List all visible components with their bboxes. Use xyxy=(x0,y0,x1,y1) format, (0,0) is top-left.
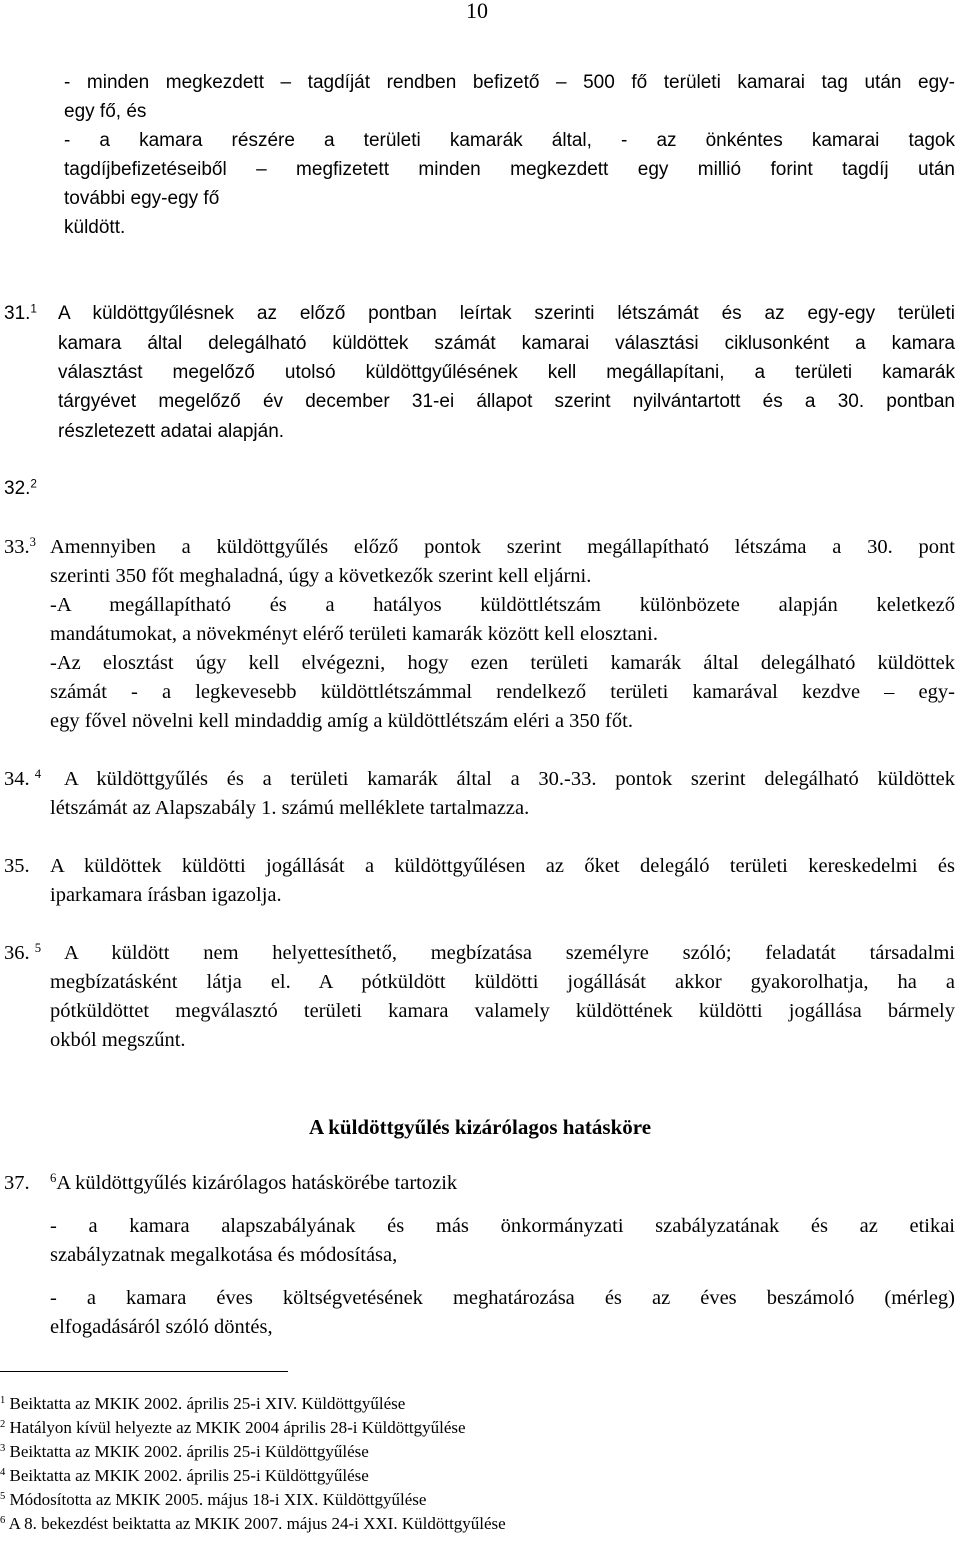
point-33-line-6: számát - a legkevesebb küldöttlétszámmal rendelkező területi kamarával kezdve – egy- xyxy=(50,681,955,703)
point-37-intro: $^6$A küldöttgyűlés kizárólagos hatáskörébe tartozik xyxy=(50,1171,458,1194)
point-34-line-1: A küldöttgyűlés és a területi kamarák által a 30.-33. pontok szerint delegálható küldöttek xyxy=(64,768,955,790)
intro-line-4: tagdíjbefizetéseiből – megfizetett minden megkezdett egy millió forint tagdíj után xyxy=(64,159,955,180)
point-36-line-1: A küldött nem helyettesíthető, megbízatása személyre szóló; feladatát társadalmi xyxy=(64,942,955,964)
footnote-ref-3: 3 xyxy=(29,535,36,550)
point-31-line-4: tárgyévet megelőző év december 31-ei állapot szerint nyilvántartott és a 30. pontban xyxy=(58,391,955,412)
point-34-line-2: létszámát az Alapszabály 1. számú melléklete tartalmazza. xyxy=(50,797,530,819)
point-36-number: 36. $^5$ xyxy=(4,941,42,964)
point-37-bullet-2-line-1: - a kamara éves költségvetésének meghatározása és az éves beszámoló (mérleg) xyxy=(50,1287,955,1309)
point-33-line-4: mandátumokat, a növekményt elérő területi kamarák között kell elosztani. xyxy=(50,623,658,645)
footnote-separator xyxy=(0,1371,288,1372)
point-33-line-1: Amennyiben a küldöttgyűlés előző pontok szerint megállapítható létszáma a 30. pont xyxy=(50,536,955,558)
point-32-number: 32.$^2$ xyxy=(4,477,37,499)
point-35-number: 35. xyxy=(4,855,30,877)
point-34-number: 34. $^4$ xyxy=(4,767,42,790)
footnote-3: $^3$ Beiktatta az MKIK 2002. április 25-i Küldöttgyűlése xyxy=(0,1442,369,1461)
intro-line-3: - a kamara részére a területi kamarák által, - az önkéntes kamarai tagok xyxy=(64,130,955,151)
point-36-line-2: megbízatásként látja el. A pótküldött küldötti jogállását akkor gyakorolhatja, ha a xyxy=(50,971,955,993)
section-heading: A küldöttgyűlés kizárólagos hatásköre xyxy=(308,1115,652,1139)
intro-line-6: küldött. xyxy=(64,217,126,238)
point-37-bullet-1-line-1: - a kamara alapszabályának és más önkormányzati szabályzatának és az etikai xyxy=(50,1215,955,1237)
point-31-line-2: kamara által delegálható küldöttek számát kamarai választási ciklusonként a kamara xyxy=(58,333,955,354)
intro-line-2: egy fő, és xyxy=(64,101,147,122)
footnote-ref-6: 6 xyxy=(50,1171,57,1186)
point-36-line-4: okból megszűnt. xyxy=(50,1029,186,1051)
point-33-line-2: szerinti 350 főt meghaladná, úgy a következők szerint kell eljárni. xyxy=(50,565,592,587)
footnote-1: $^1$ Beiktatta az MKIK 2002. április 25-i XIV. Küldöttgyűlése xyxy=(0,1394,406,1413)
point-36-line-3: pótküldöttet megválasztó területi kamara valamely küldöttének küldötti jogállása bármely xyxy=(50,1000,955,1022)
footnote-ref-1: 1 xyxy=(30,302,37,316)
footnote-6: $^6$ A 8. bekezdést beiktatta az MKIK 2007. május 24-i XXI. Küldöttgyűlése xyxy=(0,1514,506,1533)
point-37-bullet-1-line-2: szabályzatnak megalkotása és módosítása, xyxy=(50,1244,398,1266)
point-33-line-3: -A megállapítható és a hatályos küldöttlétszám különbözete alapján keletkező xyxy=(50,594,955,616)
point-37-bullet-2-line-2: elfogadásáról szóló döntés, xyxy=(50,1316,273,1338)
point-31-line-1: A küldöttgyűlésnek az előző pontban leírtak szerinti létszámát és az egy-egy területi xyxy=(58,303,955,324)
footnote-ref-2: 2 xyxy=(30,477,37,491)
point-31-line-3: választást megelőző utolsó küldöttgyűlésének kell megállapítani, a területi kamarák xyxy=(58,362,955,383)
footnote-2: $^2$ Hatályon kívül helyezte az MKIK 2004 április 28-i Küldöttgyűlése xyxy=(0,1418,466,1437)
intro-line-1: - minden megkezdett – tagdíját rendben befizető – 500 fő területi kamarai tag után egy- xyxy=(64,72,955,93)
footnote-ref-4: 4 xyxy=(34,767,42,782)
footnote-4: $^4$ Beiktatta az MKIK 2002. április 25-i Küldöttgyűlése xyxy=(0,1466,369,1485)
page-number: 10 xyxy=(466,0,488,23)
point-37-number: 37. xyxy=(4,1172,30,1194)
intro-line-5: további egy-egy fő xyxy=(64,188,220,209)
point-33-number: 33.$^3$ xyxy=(4,535,36,558)
point-33-line-7: egy fővel növelni kell mindaddig amíg a küldöttlétszám eléri a 350 főt. xyxy=(50,710,633,732)
point-35-line-1: A küldöttek küldötti jogállását a küldöttgyűlésen az őket delegáló területi kereskedelmi és xyxy=(50,855,955,877)
footnote-ref-5: 5 xyxy=(34,941,42,956)
point-33-line-5: -Az elosztást úgy kell elvégezni, hogy ezen területi kamarák által delegálható küldöttek xyxy=(50,652,955,674)
footnote-5: $^5$ Módosította az MKIK 2005. május 18-i XIX. Küldöttgyűlése xyxy=(0,1490,427,1509)
point-35-line-2: iparkamara írásban igazolja. xyxy=(50,884,282,906)
point-31-line-5: részletezett adatai alapján. xyxy=(58,421,285,442)
point-31-number: 31.$^1$ xyxy=(4,302,37,324)
